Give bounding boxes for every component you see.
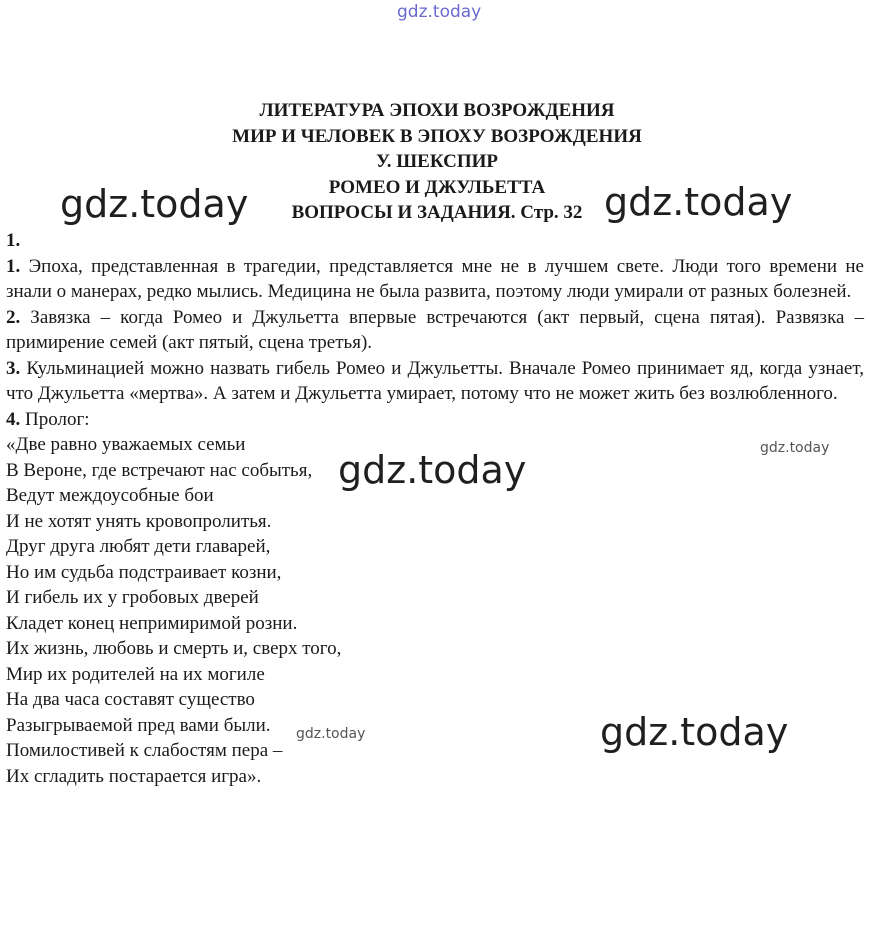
section-number: 1. [6, 230, 21, 251]
questions-title: ВОПРОСЫ И ЗАДАНИЯ. Стр. 32 [291, 202, 583, 223]
answer-text: Завязка – когда Ромео и Джульетта впервые встречаются (акт первый, сцена пятая). Развязка – примирение семей (акт пятый, сцена третья). [6, 306, 864, 353]
watermark-small-center: gdz.today [296, 726, 366, 742]
prologue-line: Их жизнь, любовь и смерть и, сверх того, [6, 638, 342, 659]
answer-text: Пролог: [20, 408, 90, 430]
prologue-line: И гибель их у гробовых дверей [6, 587, 259, 608]
watermark-big-bottom-right: gdz.today [600, 710, 789, 754]
prologue-line: Мир их родителей на их могиле [6, 663, 265, 685]
work-title: РОМЕО И ДЖУЛЬЕТТА [328, 176, 546, 198]
answer-text: Кульминацией можно назвать гибель Ромео и Джульетты. Вначале Ромео принимает яд, когда узнает, что Джульетта «мертва». А затем и Джульетта умирает, потому что не может жить без возлюбленного. [6, 357, 864, 404]
answer-3 [6, 356, 864, 407]
topic-title: МИР И ЧЕЛОВЕК В ЭПОХУ ВОЗРОЖДЕНИЯ [232, 125, 642, 147]
watermark-big-right: gdz.today [604, 180, 793, 224]
watermark-top: gdz.today [397, 2, 482, 22]
prologue-line: На два часа составят существо [6, 689, 255, 710]
answer-1 [6, 254, 864, 305]
prologue-line: Друг друга любят дети главарей, [6, 536, 271, 557]
prologue-line: Но им судьба подстраивает козни, [6, 561, 282, 583]
prologue-line: В Вероне, где встречают нас событья, [6, 459, 313, 481]
watermark-small-right: gdz.today [760, 440, 830, 456]
prologue-line: Кладет конец непримиримой розни. [6, 612, 298, 634]
prologue-line: «Две равно уважаемых семьи [6, 434, 246, 455]
answer-number: 3. [6, 357, 21, 379]
answer-2 [6, 305, 864, 356]
answer-number: 2. [6, 306, 21, 328]
answer-number: 4. [6, 408, 21, 430]
prologue-line: Разыгрываемой пред вами были. [6, 714, 271, 736]
section-title: ЛИТЕРАТУРА ЭПОХИ ВОЗРОЖДЕНИЯ [259, 100, 615, 121]
prologue-line: Их сгладить постарается игра». [6, 765, 262, 787]
prologue-line: Помилостивей к слабостям пера – [6, 740, 283, 761]
answer-4 [6, 407, 864, 433]
answer-text: Эпоха, представленная в трагедии, представляется мне не в лучшем свете. Люди того времени не знали о манерах, редко мылись. Медицина не была развита, поэтому люди умирали от разных болезней. [6, 255, 864, 302]
author-title: У. ШЕКСПИР [375, 151, 499, 172]
answer-number: 1. [6, 255, 21, 277]
watermark-big-left: gdz.today [60, 182, 249, 226]
prologue-line: И не хотят унять кровопролитья. [6, 510, 272, 532]
prologue-line: Ведут междоусобные бои [6, 485, 214, 506]
answers-body [6, 228, 864, 789]
watermark-big-center: gdz.today [338, 448, 527, 492]
